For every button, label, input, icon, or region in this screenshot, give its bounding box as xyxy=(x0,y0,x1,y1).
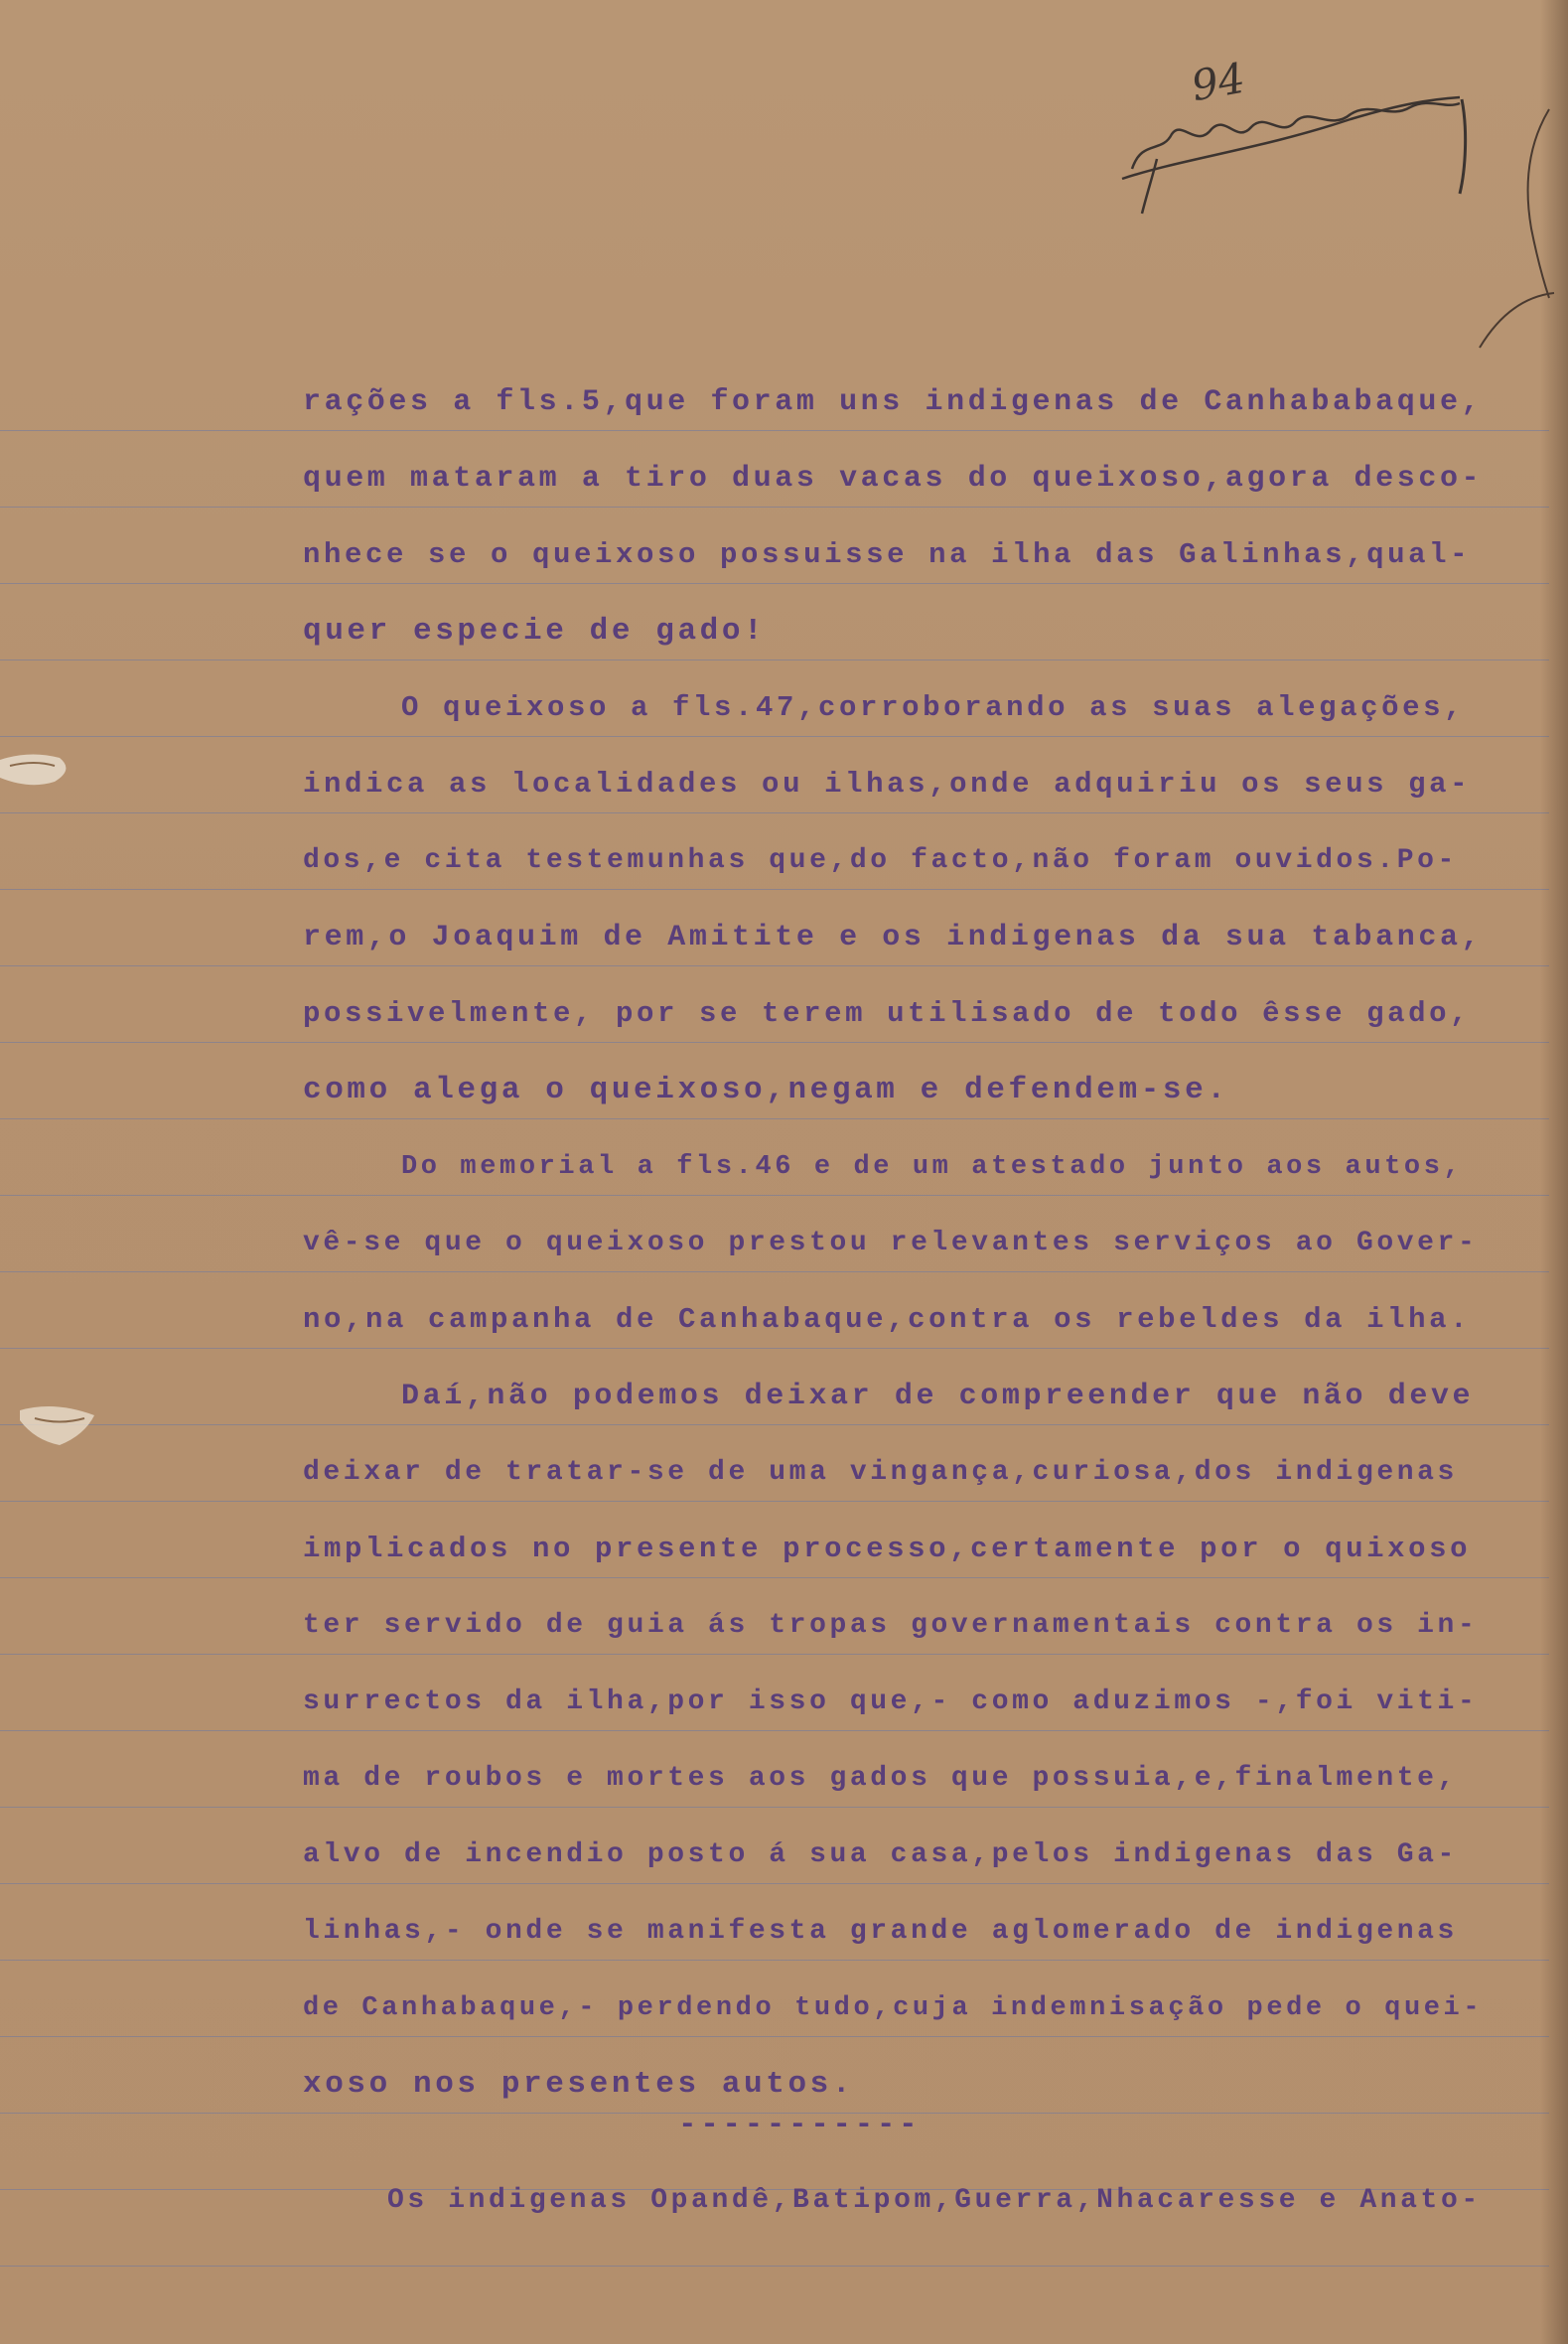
body-line: surrectos da ilha,por isso que,- como aduzimos -,foi viti- xyxy=(303,1686,1479,1717)
body-line: rem,o Joaquim de Amitite e os indigenas da sua tabanca, xyxy=(303,921,1484,954)
ruled-line xyxy=(0,1654,1549,1655)
body-line: Do memorial a fls.46 e de um atestado junto aos autos, xyxy=(401,1152,1464,1182)
punch-hole-icon xyxy=(15,1391,104,1460)
ruled-line xyxy=(0,889,1549,890)
body-line: quer especie de gado! xyxy=(303,614,767,649)
punch-hole-icon xyxy=(0,730,79,800)
body-line: possivelmente, por se terem utilisado de todo êsse gado, xyxy=(303,997,1472,1030)
body-line: implicados no presente processo,certamente por o quixoso xyxy=(303,1533,1472,1565)
body-line: Os indigenas Opandê,Batipom,Guerra,Nhacaresse e Anato- xyxy=(387,2185,1482,2216)
ruled-line xyxy=(0,812,1549,813)
page-curl-mark xyxy=(1470,99,1559,358)
folio-number: 94 xyxy=(1188,53,1249,111)
ruled-line xyxy=(0,2036,1549,2037)
body-line: ter servido de guia ás tropas governamentais contra os in- xyxy=(303,1610,1479,1641)
section-separator: ----------- xyxy=(678,2108,922,2142)
ruled-line xyxy=(0,1271,1549,1272)
ruled-line xyxy=(0,430,1549,431)
ruled-line xyxy=(0,965,1549,966)
body-line: nhece se o queixoso possuisse na ilha das Galinhas,qual- xyxy=(303,538,1472,571)
body-line: linhas,- onde se manifesta grande aglomerado de indigenas xyxy=(303,1916,1458,1947)
signature-icon xyxy=(1102,60,1480,228)
ruled-line xyxy=(0,1960,1549,1961)
ruled-line xyxy=(0,1883,1549,1884)
body-line: O queixoso a fls.47,corroborando as suas alegações, xyxy=(401,691,1466,724)
ruled-line xyxy=(0,1042,1549,1043)
ruled-line xyxy=(0,1577,1549,1578)
ruled-line xyxy=(0,1807,1549,1808)
ruled-line xyxy=(0,1118,1549,1119)
ruled-line xyxy=(0,1348,1549,1349)
body-line: quem mataram a tiro duas vacas do queixoso,agora desco- xyxy=(303,462,1484,496)
ruled-line xyxy=(0,583,1549,584)
body-line: alvo de incendio posto á sua casa,pelos indigenas das Ga- xyxy=(303,1839,1458,1870)
body-line: rações a fls.5,que foram uns indigenas de Canhababaque, xyxy=(303,385,1484,419)
body-line: como alega o queixoso,negam e defendem-se. xyxy=(303,1073,1229,1107)
ruled-line xyxy=(0,1195,1549,1196)
ruled-line xyxy=(0,1424,1549,1425)
body-line: de Canhabaque,- perdendo tudo,cuja indemnisação pede o quei- xyxy=(303,1993,1484,2023)
body-line: indica as localidades ou ilhas,onde adquiriu os seus ga- xyxy=(303,768,1472,801)
body-line: dos,e cita testemunhas que,do facto,não foram ouvidos.Po- xyxy=(303,845,1458,876)
body-line: ma de roubos e mortes aos gados que possuia,e,finalmente, xyxy=(303,1763,1458,1794)
ruled-line xyxy=(0,659,1549,660)
body-line: no,na campanha de Canhabaque,contra os rebeldes da ilha. xyxy=(303,1303,1472,1336)
body-line: deixar de tratar-se de uma vingança,curiosa,dos indigenas xyxy=(303,1457,1458,1488)
ruled-line xyxy=(0,736,1549,737)
body-line: vê-se que o queixoso prestou relevantes serviços ao Gover- xyxy=(303,1228,1479,1258)
body-line: Daí,não podemos deixar de compreender que não deve xyxy=(401,1380,1475,1413)
ruled-line xyxy=(0,1730,1549,1731)
body-line: xoso nos presentes autos. xyxy=(303,2067,855,2102)
ruled-line xyxy=(0,2266,1549,2267)
ruled-line xyxy=(0,507,1549,508)
ruled-line xyxy=(0,1501,1549,1502)
